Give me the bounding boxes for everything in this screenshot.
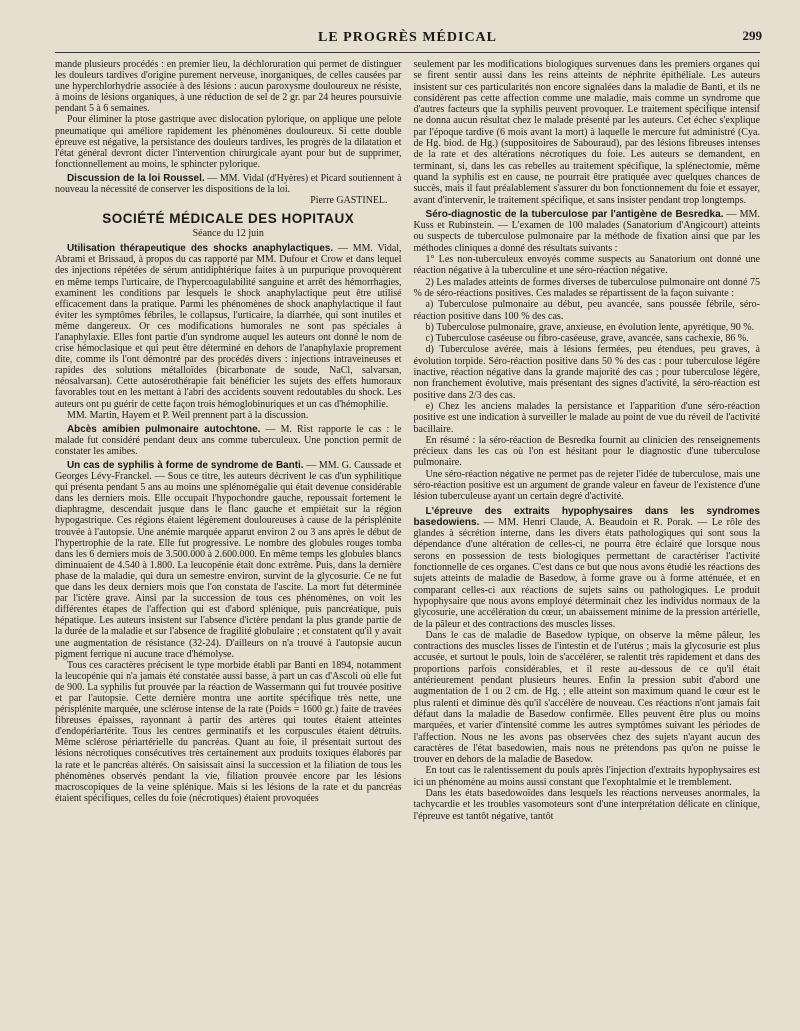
list-item-2: 2) Les malades atteints de formes diverses de tuberculose pulmonaire ont donné 75 % de séro-réactions positives. Ces malades se répartissent de la façon suivante : [413,276,760,299]
banti-text: — MM. G. Caussade et Georges Lévy-Franckel. — Sous ce titre, les auteurs décrivent le cas d'un syphilitique qui présenta pendant 5 ans au moins une splénomégalie qui était devenue considérable dans les derniers mois. Elle occupait l'hypochondre gauche, repoussait fortement le diaphragme, descendait jusque dans le flanc gauche et empiétait sur la région hypogastrique. Ces régions étaient légèrement douloureuses à cause de la périsplénite trouvée à l'autopsie. Une anémie marquée apparut environ 2 ou 3 ans après le début de l'hypertrophie de la rate. Elle fut progressive. Le nombre des globules rouges tomba dans les 6 derniers mois de 3.500.000 à 2.600.000. En même temps les globules blancs diminuaient de 4.540 à 1.800. La leucopénie était donc extrême. Puis, dans la dernière phase de la maladie, qui dura un semestre environ, survint de la glycosurie. Ce ne fut que dans les deux derniers mois que l'on constata de l'ascite. La mort fut déterminée par l'ictère grave. Ainsi par la succession de tous ces phénomènes, on voit les différentes étapes de l'affection qui est d'abord splénique, puis pancréatique, puis hépatique. Les auteurs insistent sur l'absence d'ictère pendant la plus grande partie de la durée de la maladie et sur l'absence de fragilité globulaire ; et constatent qu'il y avait une augmentation de résistance (32-24). D'ailleurs on n'a trouvé à l'autopsie aucun pigment ferrique ni aucune trace d'hémolyse. [55,460,402,660]
list-item-a: a) Tuberculose pulmonaire au début, peu avancée, sans poussée fébrile, séro-réaction positive dans 100 % des cas. [413,299,760,322]
two-column-body [55,59,760,822]
paragraph-resume-2: Une séro-réaction négative ne permet pas de rejeter l'idée de tuberculose, mais une séro-réaction positive est un argument de grande valeur en faveur de l'existence d'une lésion tuberculeuse ayant un certain degré d'activité. [413,468,760,503]
rubric-banti: Un cas de syphilis à forme de syndrome de Banti. [67,460,304,471]
paragraph-abces [55,424,402,457]
list-item-c: c) Tuberculose caséeuse ou fibro-caséeuse, grave, avancée, sans cachexie, 86 %. [425,333,749,345]
paragraph-hypophyse-2: Dans le cas de maladie de Basedow typique, on observe la même pâleur, les contractions des muscles lisses de l'intestin et de l'utérus ; mais la glycosurie est plus accusée, et surtout le pouls, loin de s'accélérer, se ralentit très rapidement et dans des proportions parfois considérables, et il reste au-dessous de ce qu'il était antérieurement pendant plusieurs heures. Enfin la pression subit d'abord une augmentation de 1 ou 2 cm. de Hg. ; elle atteint son maximum quand le cœur est le plus ralenti et diminue dès qu'il s'accélère de nouveau. Ces réactions n'ont jamais fait défaut dans la maladie de Basedow confirmée. Elles peuvent être plus ou moins marquées, et varier d'intensité comme les autres symptômes suivant les périodes de l'affection. Nous ne les avons pas observées chez des sujets n'ayant aucun des caractères de l'état basedowien, mais nous ne prétendons pas qu'on ne puisse le trouver en dehors de la maladie de Basedow. [413,629,760,766]
left-column [55,59,402,822]
seance-date: Séance du 12 juin [192,228,264,240]
paragraph-shocks-discussion: MM. Martin, Hayem et P. Weil prennent part à la discussion. [67,409,309,421]
right-column [414,59,761,822]
list-item-d: d) Tuberculose avérée, mais à lésions fermées, peu étendues, peu graves, à évolution torpide. Séro-réaction positive dans 50 % des cas : pour tuberculose légère inactive, réaction négative dans la grande majorité des cas ; pour tuberculose légère, non franchement évolutive, mais présentant des signes d'activité, la séro-réaction est positive dans 2/3 des cas. [413,344,760,401]
paragraph-banti-2: Tous ces caractères précisent le type morbide établi par Banti en 1894, notamment la leucopénie qui n'a jamais été constatée aussi basse, à part un cas d'Ascoli où elle fut de 900. La syphilis fut prouvée par la réaction de Wassermann qui fut trouvée positive et par l'autopsie. Cette dernière montra une aortite spécifique très nette, une périsplénite marquée, une sclérose intense de la rate (Poids = 1600 gr.) faite de travées fibreuses épaisses, rayonnant à partir des artères qui toutes étaient atteintes d'endopériartérite. Tous les centres germinatifs et les corpuscules étaient détruits. Même sclérose périartérielle du pancréas. Quant au foie, il présentait surtout des lésions nécrotiques consécutives très certainement aux produits toxiques élaborés par la rate et le pancréas altérés. On saisissait ainsi la succession et la filiation de tous les phénomènes observés pendant la vie, filiation prouvée encore par les lésions macroscopiques de la veine splénique. Mais si les lésions de la rate et du pancréas étaient spécifiques, celles du foie (nécrotiques) étaient provoquées [55,659,402,804]
paragraph-intro: mande plusieurs procédés : en premier lieu, la déchloruration qui permet de distinguer les douleurs tardives d'origine purement nerveuse, inorganiques, de celles causées par une hyperchlorhydrie associée à des lésions : aucun paroxysme douloureux ne résiste, à moins de lésions organiques, à une réduction de sel de 2 gr. par 24 heures poursuivie pendant 5 à 6 semaines. [55,59,402,115]
abces-text: — M. Rist rapporte le cas : le malade fut considéré pendant deux ans comme tuberculeux. Une ponction permit de constater les amibes. [55,423,402,457]
hypophyse-text: — MM. Henri Claude, A. Beaudoin et R. Porak. — Le rôle des glandes à sécrétion interne, dans les divers états pathologiques qui sont sous la dépendance d'une altération de celles-ci, ne pourra être éclairé que lorsque nous serons en possession de tests biologiques permettant de caractériser l'activité fonctionnelle de ces organes. C'est dans ce but que nous avons étudié les réactions des sujets atteints de maladie de Basedow, à forme grave ou à forme atténuée, et en comparant celles-ci aux réactions de sujets sains ou pathologiques. Le produit hypophysaire que nous avons employé déterminait chez les individus normaux de la glycosurie, une accélération du cœur, un abaissement minime de la pression artérielle, de la pâleur et des contractions des muscles lisses. [413,516,761,630]
list-item-1: 1° Les non-tuberculeux envoyés comme suspects au Sanatorium ont donné une réaction négative à la tuberculine et une séro-réaction négative. [413,254,760,277]
paragraph-shocks [55,243,402,409]
sero-text: — MM. Kuss et Rubinstein. — L'examen de 100 malades (Sanatorium d'Angicourt) atteints ou suspects de tuberculose pulmonaire par la méthode de fixation ainsi que par les méthodes cliniques a donné des résultats suivants : [413,208,760,254]
signature: Pierre GASTINEL. [310,195,388,207]
paragraph-banti [55,460,402,660]
journal-title: LE PROGRÈS MÉDICAL [317,30,498,45]
paragraph-continuation: seulement par les modifications biologiques survenues dans les premiers organes qui se firent sentir aussi dans les reins atteints de néphrite épithéliale. Les auteurs insistent sur ces particularités non encore signalées dans la maladie de Banti, et ils ne considèrent pas cette affection comme une maladie, mais comme un syndrome que d'autres facteurs que la syphilis peuvent provoquer. Le traitement spécifique intensif ne donna aucun résultat chez le malade présenté par les auteurs. Cet échec s'explique par l'époque tardive (6 mois avant la mort) à laquelle le mercure fut administré (Cya. de Hg. biod. de Hg.) (suppositoires de Sabouraud), par des lésions fibreuses intenses de la rate et des altérations nécrotiques du foie. Les auteurs se demandent, en terminant, si, dans les cas rebelles au traitement spécifique, la splénectomie, même quand la syphilis est en cause, ne pourrait être pratiquée avec quelques chances de succès, mais il faut préalablement s'assurer du bon fonctionnement du foie et essayer, avant d'intervenir, le traitement spécifique, et sans insister pendant trop longtemps. [413,59,760,206]
list-item-e: e) Chez les anciens malades la persistance et l'apparition d'une séro-réaction positive est une indication à surveiller le malade au point de vue du réveil de l'activité bacillaire. [413,400,760,435]
list-item-b: b) Tuberculose pulmonaire, grave, anxieuse, en évolution lente, apyrétique, 90 %. [425,321,755,333]
section-title: SOCIÉTÉ MÉDICALE DES HOPITAUX [102,211,355,227]
rubric-shocks: Utilisation thérapeutique des shocks anaphylactiques. [67,243,334,255]
rubric-hypophyse: L'épreuve des extraits hypophysaires dans les syndromes basedowiens. [413,505,760,528]
rubric-roussel: Discussion de la loi Roussel. [67,172,205,184]
paragraph-hypophyse-4: Dans les états basedowoïdes dans lesquels les réactions nerveuses anormales, la tachycardie et les troubles vasomoteurs sont d'une interprétation délicate en clinique, l'épreuve est tantôt négative, tantôt [413,788,760,822]
rubric-abces: Abcès amibien pulmonaire autochtone. [67,423,261,435]
paragraph-hypophyse-3: En tout cas le ralentissement du pouls après l'injection d'extraits hypophysaires est ici un phénomène au moins aussi constant que l'exophtalmie et le tremblement. [413,765,760,788]
paragraph-hypophyse [414,506,761,630]
paragraph-roussel [55,173,402,195]
paragraph-ptose: Pour éliminer la ptose gastrique avec dislocation pylorique, on applique une pelote pneumatique qui améliore rapidement les phénomènes douloureux. Si cette double épreuve est négative, la persistance des douleurs tardives, les progrès de la dilatation et l'état général devront dicter l'intervention chirurgicale ayant pour but de supprimer, fonctionnellement au moins, le sphincter pylorique. [55,114,402,170]
paragraph-resume: En résumé : la séro-réaction de Besredka fournit au clinicien des renseignements précieux dans les cas où l'on est hésitant pour le diagnostic d'une tuberculose pulmonaire. [413,434,760,469]
page-number: 299 [742,28,762,43]
paragraph-sero [414,209,761,254]
header-rule [55,52,760,53]
running-header [55,28,760,50]
rubric-sero: Séro-diagnostic de la tuberculose par l'antigène de Besredka. [425,208,724,220]
roussel-text: — MM. Vidal (d'Hyères) et Picard soutiennent à nouveau la nécessité de conserver les dispositions de la loi. [55,172,402,196]
shocks-text: — MM. Vidal, Abrami et Brissaud, à propos du cas rapporté par MM. Dufour et Crow et dans lequel des injections répétées de sérum antidiphtérique faites à un purpurique provoquèrent en même temps l'urticaire, de l'hypercoagulabilité sanguine et arrêt des hémorrhagies, examinent les conditions par lesquels le shock anaphylactique peut être utilisé efficacement dans la pratique. Parmi les phénomènes de shock anaphylactique il faut éviter les symptômes fébriles, le collapsus, l'urticaire, la diarrhée, qui sont inutiles et même dangereux. Or ces modifications humorales ne sont pas spéciales à l'anaphylaxie. Elles font partie d'un syndrome auquel les auteurs ont donné le nom de crise hémoclasique et qui peut être déterminé en dehors de l'anaphylaxie proprement dite, comme ils l'ont démontré par des procédés divers : injections intraveineuses et rapides des solutions métalloïdes (bicarbonate de soude, NaCl, salvarsan, néosalvarsan). Cette autosérothérapie fait bénéficier les sujets des effets humoraux favorables tout en les mettant à l'abri des accidents souvent redoutables du shock. Les auteurs ont pu guérir de cette façon trois hémoglobinuriques et un cas d'hémophilie. [55,243,402,410]
